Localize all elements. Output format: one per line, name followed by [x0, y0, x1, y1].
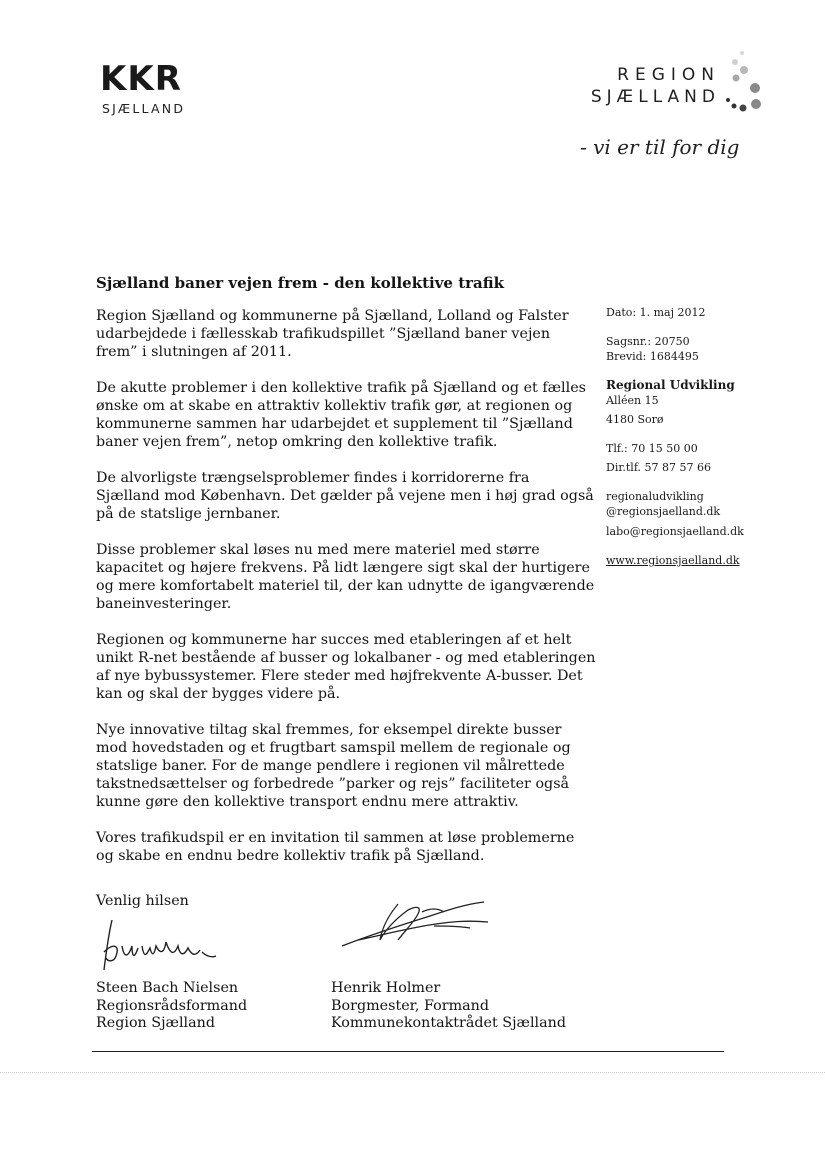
body-paragraph-1: Region Sjælland og kommunerne på Sjælland, Lolland og Falster udarbejdede i fællesskab trafikudspillet ”Sjælland baner vejen frem” i slutningen af 2011.: [96, 308, 569, 360]
body-paragraph-3: De alvorligste trængselsproblemer findes i korridorerne fra Sjælland mod København. Det gælder på vejene men i høj grad også på de statslige jernbaner.: [96, 470, 594, 522]
signature-2-icon: [338, 896, 508, 954]
region-sjaelland-logo: [560, 64, 720, 108]
signer-1-block: [96, 980, 247, 1033]
signer-1-role: Regionsrådsformand: [96, 997, 248, 1014]
signer-2-role: Borgmester, Formand: [331, 997, 490, 1014]
letter-body: [96, 307, 596, 883]
kkr-logo: KKR: [100, 59, 182, 99]
region-logo-line2: SJÆLLAND: [590, 87, 720, 107]
date: Dato: 1. maj 2012: [606, 306, 706, 319]
closing-greeting: Venlig hilsen: [96, 893, 189, 909]
body-paragraph-4: Disse problemer skal løses nu med mere materiel med større kapacitet og højere frekvens. På lidt længere sigt skal der hurtigere og mere komfortabelt materiel til, der kan udnytte de igangværende baneinvesteringer.: [96, 542, 595, 612]
sender-info-sidebar: [606, 305, 806, 568]
case-number: Sagsnr.: 20750: [606, 335, 690, 348]
letter-title: Sjælland baner vejen frem - den kollektive trafik: [96, 274, 505, 292]
signer-1-org: Region Sjælland: [96, 1015, 216, 1031]
signature-1-icon: [94, 912, 244, 974]
region-logo-dots-icon: [722, 48, 767, 120]
direct-phone: Dir.tlf. 57 87 57 66: [606, 461, 711, 474]
signer-2-name: Henrik Holmer: [331, 980, 441, 996]
website-link[interactable]: www.regionsjaelland.dk: [606, 554, 740, 567]
department: Regional Udvikling: [606, 378, 735, 392]
street-address: Alléen 15: [606, 394, 659, 407]
handwritten-tagline: [578, 126, 758, 172]
email-2[interactable]: labo@regionsjaelland.dk: [606, 525, 744, 538]
body-paragraph-6: Nye innovative tiltag skal fremmes, for eksempel direkte busser mod hovedstaden og et frugtbart samspil mellem de regionale og statslige baner. For de mange pendlere i regionen vil målrettede takstnedsættelser og forbedrede ”parker og rejs” faciliteter også kunne gøre den kollektive transport endnu mere attraktiv.: [96, 722, 571, 810]
kkr-logo-subtitle: SJÆLLAND: [102, 101, 186, 116]
body-paragraph-2: De akutte problemer i den kollektive trafik på Sjælland og et fælles ønske om at skabe en attraktiv kollektiv trafik gør, at regionen og kommunerne sammen har udarbejdet et supplement til ”Sjælland baner vejen frem”, netop omkring den kollektive trafik.: [96, 380, 586, 450]
body-paragraph-7: Vores trafikudspil er en invitation til sammen at løse problemerne og skabe en endnu bedre kollektiv trafik på Sjælland.: [96, 830, 575, 864]
email-1-line1: regionaludvikling: [606, 490, 704, 503]
tagline-text: - vi er til for dig: [580, 135, 740, 159]
signer-2-org: Kommunekontaktrådet Sjælland: [331, 1015, 567, 1031]
signer-2-block: [331, 980, 566, 1033]
region-logo-line1: REGION: [617, 65, 720, 85]
phone: Tlf.: 70 15 50 00: [606, 442, 698, 455]
email-1-line2: @regionsjaelland.dk: [606, 505, 721, 518]
body-paragraph-5: Regionen og kommunerne har succes med etableringen af et helt unikt R-net bestående af busser og lokalbaner - og med etableringen af nye bybussystemer. Flere steder med højfrekvente A-busser. Det kan og skal der bygges videre på.: [96, 632, 596, 702]
signer-1-name: Steen Bach Nielsen: [96, 980, 239, 996]
city-address: 4180 Sorø: [606, 413, 664, 426]
scan-edge-line: [0, 1072, 825, 1074]
letter-id: Brevid: 1684495: [606, 350, 699, 363]
footer-divider: [92, 1051, 724, 1052]
